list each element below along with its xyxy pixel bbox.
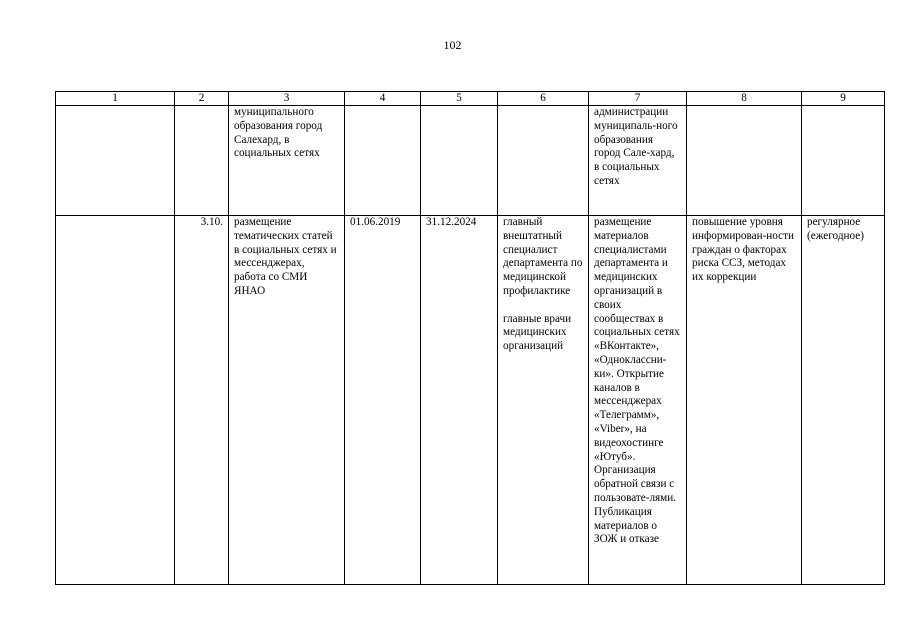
column-number: 5 [421,92,498,106]
column-number: 1 [56,92,175,106]
table-cell [687,106,802,216]
responsible-cell [498,216,589,585]
column-number: 4 [345,92,421,106]
frequency-cell: регулярное (ежегодное) [802,216,885,585]
event-cell: муниципального образования город Салехард, в социальных сетях [229,106,345,216]
column-number: 7 [589,92,687,106]
column-number: 2 [175,92,229,106]
column-number: 6 [498,92,589,106]
end-date-cell: 31.12.2024 [421,216,498,585]
column-number: 3 [229,92,345,106]
page-number: 102 [443,38,462,52]
item-number-cell: 3.10. [175,216,229,585]
column-number-row [56,92,885,106]
table-row-continued [56,106,885,216]
responsible-text: главный внештатный специалист департамента по медицинской профилактике [503,216,583,297]
plan-table [55,91,885,585]
table-cell [56,106,175,216]
event-cell: размещение тематических статей в социальных сетях и мессенджерах, работа со СМИ ЯНАО [229,216,345,585]
description-cell: администрации муниципаль-ного образования город Сале-хард, в социальных сетях [589,106,687,216]
table-row-3-10 [56,216,885,585]
result-cell: повышение уровня информирован-ности граждан о факторах риска ССЗ, методах их коррекции [687,216,802,585]
table-cell [498,106,589,216]
column-number: 8 [687,92,802,106]
table-cell [421,106,498,216]
column-number: 9 [802,92,885,106]
table-cell [345,106,421,216]
responsible-text: главные врачи медицинских организаций [503,312,572,353]
table-cell [175,106,229,216]
description-cell: размещение материалов специалистами департамента и медицинских организаций в своих сообществах в социальных сетях «ВКонтакте», «Одноклассни-ки». Открытие каналов в мессенджерах «Телеграмм», «Viber», на видеохостинге «Ютуб». Организация обратной связи с пользовате-лями. Публикация материалов о ЗОЖ и отказе [589,216,687,585]
table-cell [56,216,175,585]
table-cell [802,106,885,216]
start-date-cell: 01.06.2019 [345,216,421,585]
